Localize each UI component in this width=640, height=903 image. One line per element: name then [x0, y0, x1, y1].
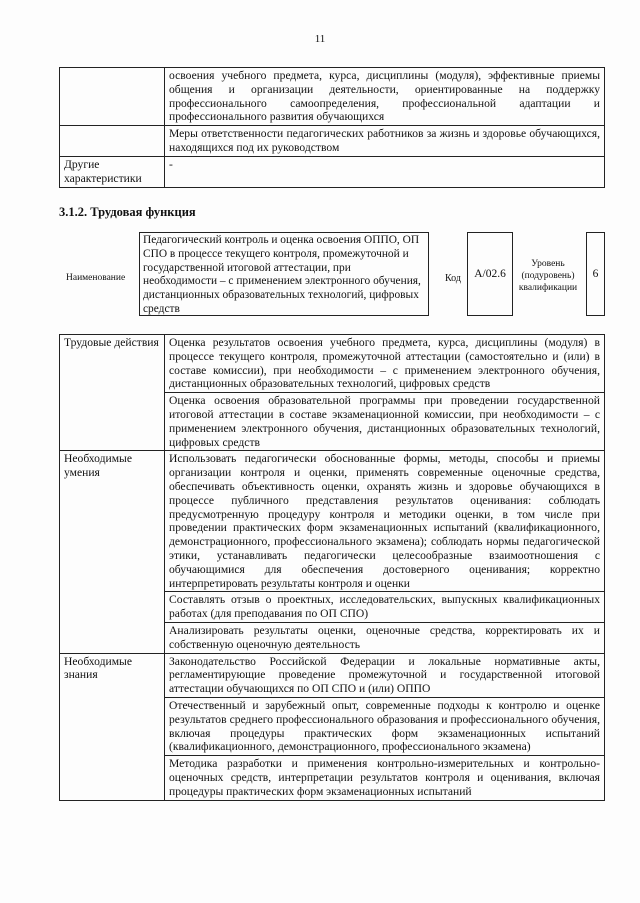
qualification-level-label: Уровень (подуровень) квалификации	[518, 259, 578, 293]
labor-action-cell: Оценка результатов освоения учебного предмета, курса, дисциплины (модуля) в процессе текущего контроля, промежуточной аттестации (самостоятельно и (или) в составе комиссии), при необходимости – с применением электронного обучения, дистанционных образовательных технологий, цифровых средств	[165, 335, 605, 393]
skill-cell: Анализировать результаты оценки, оценочные средства, корректировать их и собственную оценочную деятельность	[165, 622, 605, 653]
code-label: Код	[445, 273, 461, 284]
labor-actions-label: Трудовые действия	[60, 335, 165, 451]
table-row	[60, 653, 605, 697]
table-row	[60, 451, 605, 592]
skill-cell: Составлять отзыв о проектных, исследовательских, выпускных квалификационных работах (для преподавания по ОП СПО)	[165, 592, 605, 623]
knowledge-label: Необходимые знания	[60, 653, 165, 800]
table-row	[60, 68, 605, 126]
page-number: 11	[314, 33, 326, 45]
skill-cell: Использовать педагогически обоснованные формы, методы, способы и приемы организации контроля и оценки, применять современные оценочные средства, обеспечивать объективность оценки, охранять жизнь и здоровье обучающихся в процессе публичного представления результатов оценивания: соблюдать предусмотренную процедуру контроля и методики оценки, в том числе при проведении практических форм экзаменационных испытаний (квалификационного, демонстрационного, профессионального экзамена); соблюдать нормы педагогической этики, устанавливать педагогически целесообразные взаимоотношения с обучающимися для обеспечения достоверного оценивания; корректно интерпретировать результаты контроля и оценки	[165, 451, 605, 592]
section-heading: 3.1.2. Трудовая функция	[59, 205, 196, 219]
knowledge-cell: Меры ответственности педагогических работников за жизнь и здоровье обучающихся, находящихся под их руководством	[165, 126, 605, 157]
table-row	[60, 335, 605, 393]
name-label: Наименование	[66, 273, 126, 283]
table-row	[60, 156, 605, 187]
empty-cell	[60, 68, 165, 126]
table-row	[60, 126, 605, 157]
other-characteristics-value: -	[165, 156, 605, 187]
knowledge-cell: Методика разработки и применения контрольно-измерительных и контрольно-оценочных средств, интерпретации результатов контроля и оценивания, включая процедуры практических форм экзаменационных испытаний	[165, 756, 605, 800]
knowledge-cell: освоения учебного предмета, курса, дисциплины (модуля), эффективные приемы общения и организации деятельности, ориентированные на поддержку профессионального самоопределения, профессиональной адаптации и профессионального развития обучающихся	[165, 68, 605, 126]
function-name-box: Педагогический контроль и оценка освоения ОППО, ОП СПО в процессе текущего контроля, промежуточной и государственной итоговой аттестации, при необходимости – с применением электронного обучения, дистанционных образовательных технологий, цифровых средств	[139, 232, 429, 316]
skills-label: Необходимые умения	[60, 451, 165, 653]
code-box: А/02.6	[467, 232, 513, 316]
knowledge-cell: Отечественный и зарубежный опыт, современные подходы к контролю и оценке результатов среднего профессионального образования и профессионального обучения, включая процедуры практических форм экзаменационных испытаний (квалификационного, демонстрационного, профессионального экзамена)	[165, 697, 605, 755]
continuation-table	[59, 67, 605, 188]
labor-function-table	[59, 334, 605, 801]
other-characteristics-label: Другие характеристики	[60, 156, 165, 187]
knowledge-cell: Законодательство Российской Федерации и локальные нормативные акты, регламентирующие проведение промежуточной и государственной итоговой аттестации обучающихся по ОП СПО и (или) ОППО	[165, 653, 605, 697]
qualification-level-box: 6	[586, 232, 605, 316]
labor-action-cell: Оценка освоения образовательной программы при проведении государственной итоговой аттестации в составе экзаменационной комиссии, при необходимости – с применением электронного обучения, дистанционных образовательных технологий, цифровых средств	[165, 393, 605, 451]
empty-cell	[60, 126, 165, 157]
